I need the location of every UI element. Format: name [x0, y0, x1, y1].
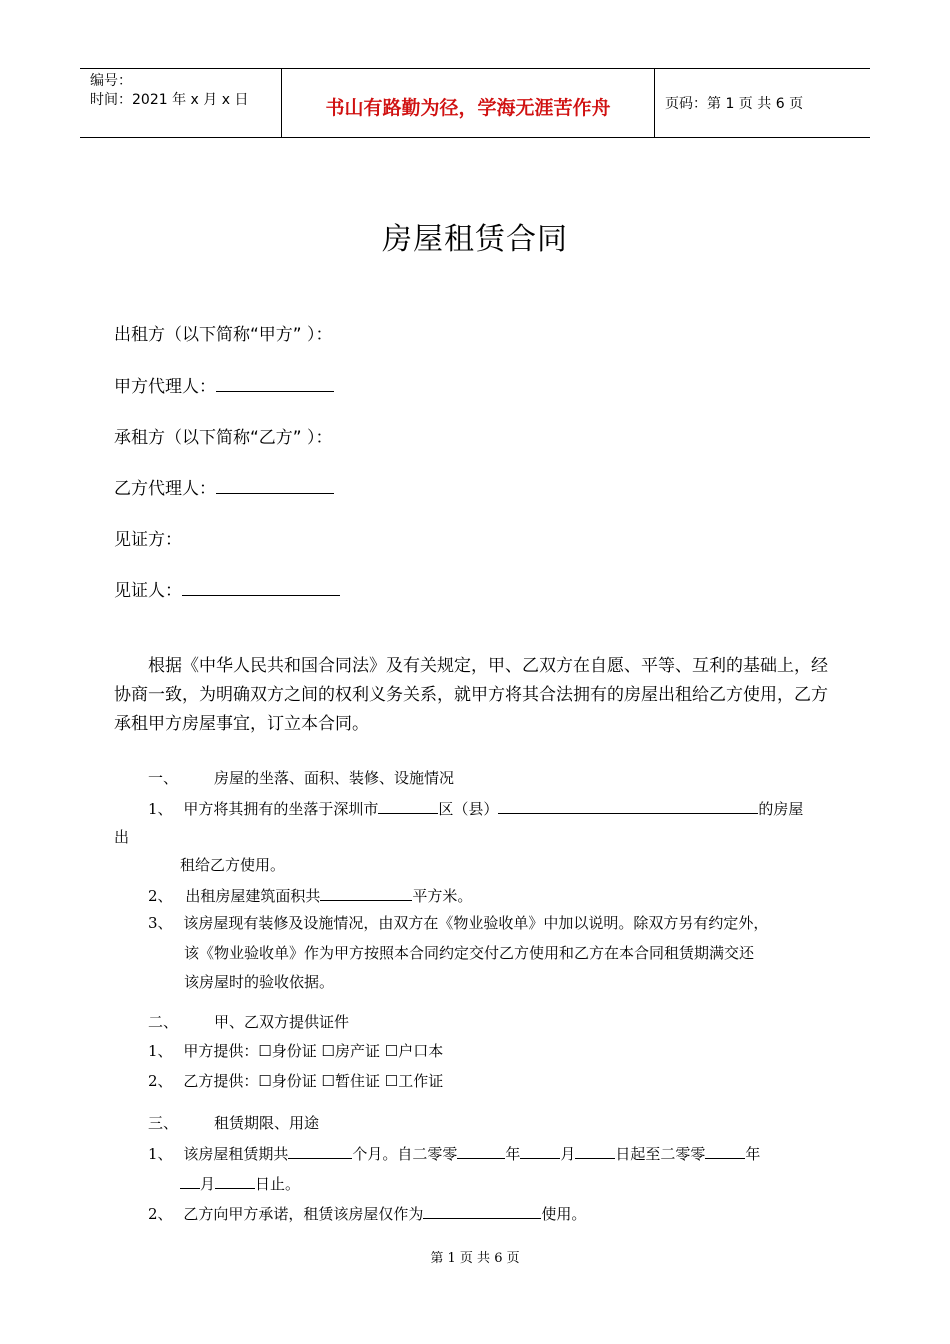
section1-heading: 房屋的坐落、面积、装修、设施情况 — [214, 769, 455, 787]
header-right-cell — [655, 69, 870, 137]
page-title: 房屋租赁合同 — [382, 222, 568, 257]
item-number: 3、 — [148, 914, 173, 932]
serial-label: 编号： — [90, 73, 132, 89]
time-label: 时间：2021 年 x 月 x 日 — [90, 92, 249, 108]
item-text: 平方米。 — [412, 887, 473, 905]
witness-party-line — [114, 525, 182, 550]
item-text: 的房屋 — [758, 800, 804, 818]
intro-paragraph: 根据《中华人民共和国合同法》及有关规定，甲、乙双方在自愿、平等、互利的基础上，经协商一致，为明确双方之间的权利义务关系，就甲方将其合法拥有的房屋出租给乙方使用，乙方承租甲方房屋事宜，订立本合同。 — [114, 656, 828, 734]
lessor-line — [114, 320, 333, 345]
section1-item1-cont: 租给乙方使用。 — [180, 856, 286, 874]
section2-item2 — [148, 1070, 443, 1091]
section1-item2 — [148, 882, 472, 906]
item-text: 日止。 — [255, 1175, 301, 1193]
witness-person-line — [114, 576, 340, 601]
section1-item1-wrap: 出 — [114, 828, 130, 846]
header-left-cell — [80, 69, 280, 137]
lessee-line — [114, 423, 333, 448]
header-motto-cell — [281, 69, 655, 137]
lessee-agent-line — [114, 474, 334, 499]
item-number: 1、 — [148, 1145, 173, 1163]
section2-number: 二、 — [148, 1013, 179, 1031]
section3-item1-cont — [180, 1170, 300, 1194]
lessee-label: 承租方（以下简称“乙方” ）： — [114, 428, 333, 448]
item-text: 月 — [560, 1145, 576, 1163]
item-text: 年 — [505, 1145, 521, 1163]
start-year-blank[interactable] — [457, 1140, 505, 1159]
item-number: 2、 — [148, 1072, 173, 1090]
witness-party-label: 见证方： — [114, 530, 182, 550]
item-text: 年 — [745, 1145, 761, 1163]
lessor-label: 出租方（以下简称“甲方” ）： — [114, 325, 333, 345]
page-footer: 第 1 页 共 6 页 — [430, 1251, 520, 1266]
tenant-documents[interactable]: 乙方提供：☐身份证 ☐暂住证 ☐工作证 — [183, 1072, 444, 1090]
item-text: 区（县） — [438, 800, 499, 818]
item-text: 该房屋租赁期共 — [183, 1145, 289, 1163]
end-month-blank[interactable] — [180, 1170, 200, 1189]
section1-item1 — [148, 795, 803, 819]
section2-heading: 甲、乙双方提供证件 — [214, 1013, 350, 1031]
witness-person-label: 见证人： — [114, 581, 182, 601]
motto: 书山有路勤为径，学海无涯苦作舟 — [325, 97, 611, 119]
item-text: 月 — [200, 1175, 216, 1193]
lessor-agent-blank[interactable] — [216, 373, 334, 392]
section2-item1 — [148, 1040, 443, 1061]
section1-item3 — [148, 912, 768, 933]
item-text: 使用。 — [541, 1205, 587, 1223]
address-blank[interactable] — [498, 795, 758, 814]
landlord-documents[interactable]: 甲方提供：☐身份证 ☐房产证 ☐户口本 — [183, 1042, 444, 1060]
section3-heading: 租赁期限、用途 — [214, 1114, 320, 1132]
item-number: 1、 — [148, 1042, 173, 1060]
months-blank[interactable] — [288, 1140, 352, 1159]
item-text: 甲方将其拥有的坐落于深圳市 — [183, 800, 379, 818]
section3-item1 — [148, 1140, 760, 1164]
document-header — [80, 68, 870, 138]
item-text: 乙方向甲方承诺，租赁该房屋仅作为 — [183, 1205, 424, 1223]
item-text: 个月。自二零零 — [352, 1145, 458, 1163]
end-day-blank[interactable] — [215, 1170, 255, 1189]
purpose-blank[interactable] — [423, 1200, 541, 1219]
section1-item3-line2: 该《物业验收单》作为甲方按照本合同约定交付乙方使用和乙方在本合同租赁期满交还 — [184, 944, 755, 962]
start-day-blank[interactable] — [575, 1140, 615, 1159]
district-blank[interactable] — [378, 795, 438, 814]
page-info: 页码：第 1 页 共 6 页 — [665, 96, 804, 112]
section1-item3-line3: 该房屋时的验收依据。 — [184, 973, 335, 991]
section3-number: 三、 — [148, 1114, 179, 1132]
start-month-blank[interactable] — [520, 1140, 560, 1159]
section1-number: 一、 — [148, 769, 179, 787]
witness-person-blank[interactable] — [182, 577, 340, 596]
item-number: 2、 — [148, 1205, 173, 1223]
lessee-agent-blank[interactable] — [216, 475, 334, 494]
item-text: 日起至二零零 — [615, 1145, 706, 1163]
lessee-agent-label: 乙方代理人： — [114, 479, 216, 499]
item-text: 出租房屋建筑面积共 — [185, 887, 321, 905]
end-year-blank[interactable] — [705, 1140, 745, 1159]
lessor-agent-label: 甲方代理人： — [114, 377, 216, 397]
item-text: 该房屋现有装修及设施情况，由双方在《物业验收单》中加以说明。除双方另有约定外， — [183, 914, 769, 932]
item-number: 1、 — [148, 800, 173, 818]
section3-item2 — [148, 1200, 586, 1224]
lessor-agent-line — [114, 372, 334, 397]
area-blank[interactable] — [320, 882, 412, 901]
item-number: 2、 — [148, 887, 173, 905]
